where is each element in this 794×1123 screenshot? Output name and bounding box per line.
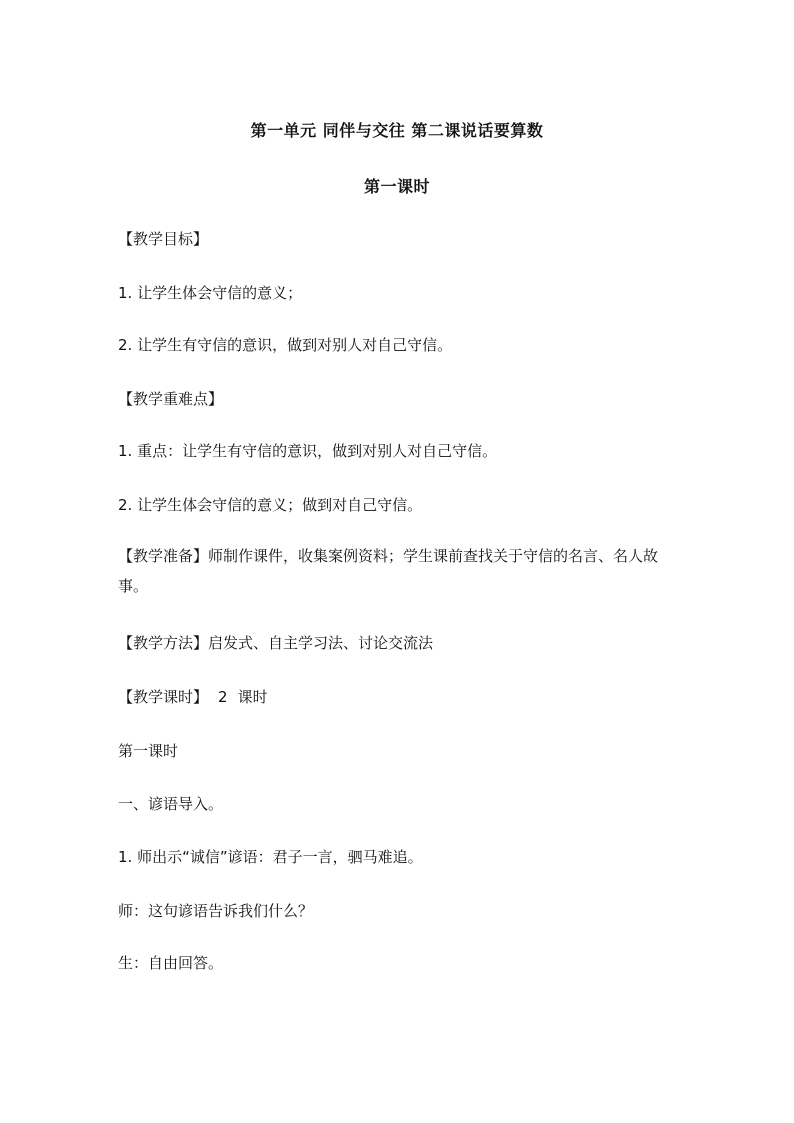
preparation-label: 【教学准备】 bbox=[118, 547, 209, 565]
method-label: 【教学方法】 bbox=[118, 634, 209, 652]
step-item-1: 1. 师出示“诚信”谚语：君子一言，驷马难追。 bbox=[118, 848, 423, 866]
method-text: 启发式、自主学习法、讨论交流法 bbox=[208, 634, 434, 652]
hours-line bbox=[118, 686, 268, 707]
keypoint-item-2: 2. 让学生体会守信的意义；做到对自己守信。 bbox=[118, 496, 423, 514]
keypoint-item-1: 1. 重点：让学生有守信的意识，做到对别人对自己守信。 bbox=[118, 442, 498, 460]
hours-label: 【教学课时】 bbox=[118, 688, 209, 706]
objectives-heading: 【教学目标】 bbox=[118, 230, 209, 248]
document-subtitle: 第一课时 bbox=[363, 177, 430, 196]
method-line bbox=[118, 632, 433, 653]
objective-item-1: 1. 让学生体会守信的意义； bbox=[118, 284, 303, 302]
keypoints-heading: 【教学重难点】 bbox=[118, 390, 224, 408]
teacher-line: 师：这句谚语告诉我们什么？ bbox=[118, 902, 314, 920]
preparation-paragraph bbox=[118, 541, 678, 601]
preparation-text: 师制作课件，收集案例资料；学生课前查找关于守信的名言、名人故事。 bbox=[118, 547, 659, 595]
objective-item-2: 2. 让学生有守信的意识，做到对别人对自己守信。 bbox=[118, 336, 453, 354]
hours-value: 2 bbox=[218, 688, 228, 706]
lesson-heading: 第一课时 bbox=[118, 742, 179, 760]
section-heading-1: 一、谚语导入。 bbox=[118, 795, 224, 813]
hours-unit: 课时 bbox=[237, 688, 268, 706]
document-title: 第一单元 同伴与交往 第二课说话要算数 bbox=[250, 121, 544, 140]
student-line: 生：自由回答。 bbox=[118, 954, 224, 972]
